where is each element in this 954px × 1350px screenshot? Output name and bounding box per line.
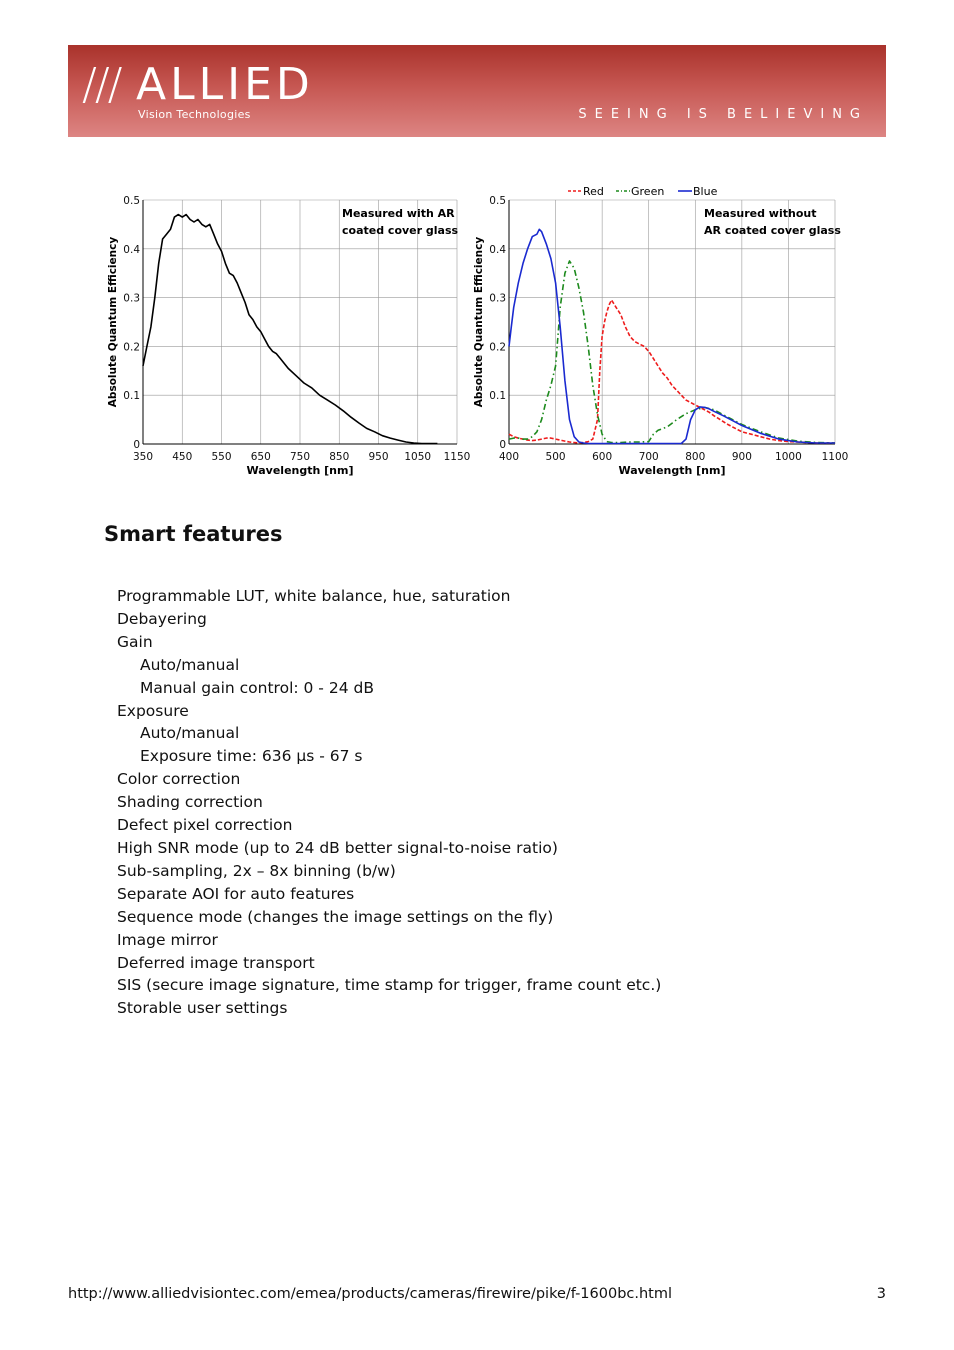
feature-item: Programmable LUT, white balance, hue, saturation <box>117 587 511 605</box>
x-axis-label: Wavelength [nm] <box>618 464 726 477</box>
x-tick-label: 1100 <box>821 451 849 463</box>
logo-subtitle: Vision Technologies <box>138 108 251 121</box>
x-tick-label: 950 <box>368 451 389 463</box>
x-tick-label: 500 <box>545 451 566 463</box>
chart-mono-annotation-2: coated cover glass <box>342 224 459 237</box>
feature-item: Deferred image transport <box>117 953 315 972</box>
charts-svg <box>100 180 860 480</box>
y-tick-label: 0.3 <box>123 292 140 305</box>
feature-item: Gain <box>117 632 153 651</box>
x-tick-label: 550 <box>211 451 232 463</box>
feature-item: Defect pixel correction <box>117 816 293 835</box>
feature-item: Shading correction <box>117 793 263 812</box>
legend-label: Red <box>583 185 604 198</box>
y-tick-label: 0.4 <box>489 243 506 256</box>
x-tick-label: 400 <box>498 451 520 463</box>
y-tick-label: 0 <box>499 439 506 451</box>
chart-color-annotation-2: AR coated cover glass <box>704 224 841 237</box>
y-tick-label: 0.1 <box>123 390 140 403</box>
y-tick-label: 0.4 <box>123 243 140 256</box>
x-tick-label: 800 <box>685 451 706 463</box>
x-tick-label: 450 <box>172 451 193 463</box>
y-tick-label: 0.1 <box>489 390 506 403</box>
x-tick-label: 1150 <box>443 451 471 463</box>
y-tick-label: 0.5 <box>489 195 506 207</box>
y-tick-label: 0.2 <box>489 341 506 354</box>
feature-item: Auto/manual <box>140 655 240 674</box>
y-axis-label: Absolute Quantum Efficiency <box>107 236 119 408</box>
section-title: Smart features <box>104 522 283 546</box>
tagline: SEEING IS BELIEVING <box>578 107 868 122</box>
legend-label: Green <box>631 185 665 198</box>
x-tick-label: 850 <box>329 451 350 463</box>
x-tick-label: 700 <box>638 451 659 463</box>
feature-item: Manual gain control: 0 - 24 dB <box>140 678 374 697</box>
chart-color-annotation-1: Measured without <box>704 207 817 220</box>
footer-url[interactable]: http://www.alliedvisiontec.com/emea/products/cameras/firewire/pike/f-1600bc.html <box>68 1286 673 1302</box>
x-tick-label: 900 <box>731 451 752 463</box>
feature-item: Exposure <box>117 701 189 720</box>
y-tick-label: 0.2 <box>123 341 140 354</box>
x-axis-label: Wavelength [nm] <box>246 464 354 477</box>
chart-mono-annotation-1: Measured with AR <box>342 207 455 220</box>
feature-item: High SNR mode (up to 24 dB better signal-to-noise ratio) <box>117 838 558 857</box>
y-tick-label: 0.3 <box>489 292 506 305</box>
feature-item: Auto/manual <box>140 724 240 743</box>
feature-item: Color correction <box>117 770 241 789</box>
quantum-efficiency-charts <box>100 180 860 480</box>
x-tick-label: 1050 <box>404 451 432 463</box>
feature-item: Separate AOI for auto features <box>117 884 355 903</box>
feature-item: Image mirror <box>117 930 218 949</box>
chart-mono <box>107 195 470 477</box>
feature-item: Debayering <box>117 609 207 628</box>
x-tick-label: 750 <box>289 451 311 463</box>
x-tick-label: 650 <box>250 451 271 463</box>
feature-item: Exposure time: 636 µs - 67 s <box>140 747 363 766</box>
logo-wordmark: ALLIED <box>136 59 314 110</box>
features-list <box>117 585 661 1020</box>
legend-label: Blue <box>693 185 718 198</box>
logo-slashes: /// <box>82 59 121 110</box>
feature-item: SIS (secure image signature, time stamp for trigger, frame count etc.) <box>117 976 662 995</box>
y-tick-label: 0.5 <box>123 195 140 207</box>
x-tick-label: 1000 <box>775 451 802 463</box>
chart-color <box>473 185 848 477</box>
feature-item: Storable user settings <box>117 999 288 1018</box>
feature-item: Sequence mode (changes the image settings on the fly) <box>117 907 554 926</box>
y-tick-label: 0 <box>133 439 140 451</box>
x-tick-label: 350 <box>132 451 154 463</box>
header-banner <box>68 45 886 137</box>
y-axis-label: Absolute Quantum Efficiency <box>473 236 485 408</box>
feature-item: Sub-sampling, 2x – 8x binning (b/w) <box>117 861 396 880</box>
page-number: 3 <box>876 1286 886 1302</box>
x-tick-label: 600 <box>592 451 613 463</box>
